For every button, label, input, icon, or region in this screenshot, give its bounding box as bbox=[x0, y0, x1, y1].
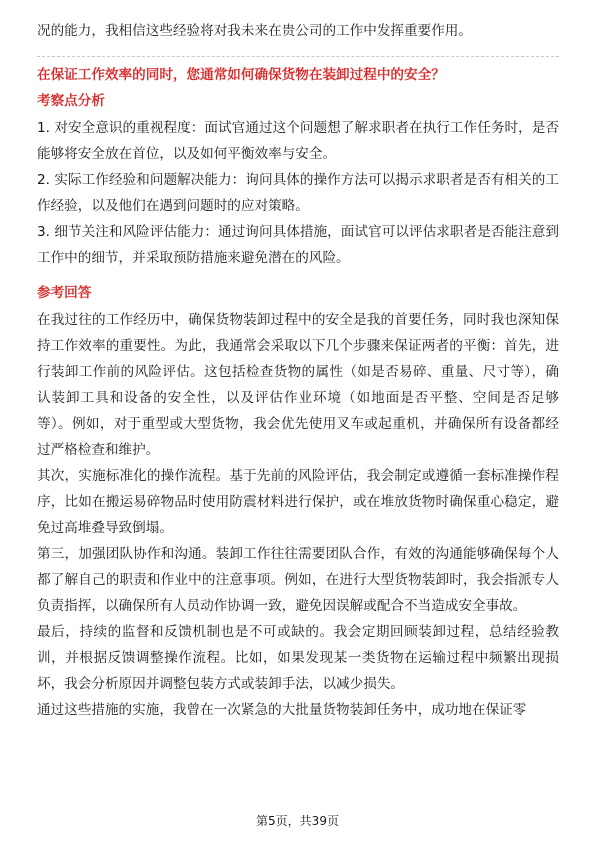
answer-paragraph: 通过这些措施的实施，我曾在一次紧急的大批量货物装卸任务中，成功地在保证零 bbox=[37, 702, 527, 718]
document-body bbox=[37, 18, 559, 723]
answer-paragraph: 最后，持续的监督和反馈机制也是不可或缺的。我会定期回顾装卸过程，总结经验教训，并根据反馈调整操作流程。比如，如果发现某一类货物在运输过程中频繁出现损坏，我会分析原因并调整包装方式或装卸手法，以减少损失。 bbox=[37, 624, 559, 692]
answer-paragraph: 在我过往的工作经历中，确保货物装卸过程中的安全是我的首要任务，同时我也深知保持工作效率的重要性。为此，我通常会采取以下几个步骤来保证两者的平衡：首先，进行装卸工作前的风险评估。这包括检查货物的属性（如是否易碎、重量、尺寸等），确认装卸工具和设备的安全性，以及评估作业环境（如地面是否平整、空间是否足够等）。例如，对于重型或大型货物，我会优先使用叉车或起重机，并确保所有设备都经过严格检查和维护。 bbox=[37, 312, 559, 458]
section-divider bbox=[37, 56, 559, 57]
answer-title: 参考回答 bbox=[37, 285, 92, 301]
analysis-item: 2. 实际工作经验和问题解决能力：询问具体的操作方法可以揭示求职者是否有相关的工作经验，以及他们在遇到问题时的应对策略。 bbox=[37, 172, 559, 214]
answer-paragraph: 第三，加强团队协作和沟通。装卸工作往往需要团队合作，有效的沟通能够确保每个人都了解自己的职责和作业中的注意事项。例如，在进行大型货物装卸时，我会指派专人负责指挥，以确保所有人员动作协调一致，避免因误解或配合不当造成安全事故。 bbox=[37, 546, 559, 614]
answer-paragraph: 其次，实施标准化的操作流程。基于先前的风险评估，我会制定或遵循一套标准操作程序，比如在搬运易碎物品时使用防震材料进行保护，或在堆放货物时确保重心稳定，避免过高堆叠导致倒塌。 bbox=[37, 468, 559, 536]
analysis-item: 3. 细节关注和风险评估能力：通过询问具体措施，面试官可以评估求职者是否能注意到工作中的细节，并采取预防措施来避免潜在的风险。 bbox=[37, 224, 559, 266]
intro-paragraph: 况的能力，我相信这些经验将对我未来在贵公司的工作中发挥重要作用。 bbox=[37, 23, 472, 39]
page-number: 第5页，共39页 bbox=[256, 814, 339, 828]
analysis-item: 1. 对安全意识的重视程度：面试官通过这个问题想了解求职者在执行工作任务时，是否能够将安全放在首位，以及如何平衡效率与安全。 bbox=[37, 120, 559, 162]
question-heading: 在保证工作效率的同时，您通常如何确保货物在装卸过程中的安全？ bbox=[37, 67, 445, 83]
analysis-title: 考察点分析 bbox=[37, 93, 105, 109]
